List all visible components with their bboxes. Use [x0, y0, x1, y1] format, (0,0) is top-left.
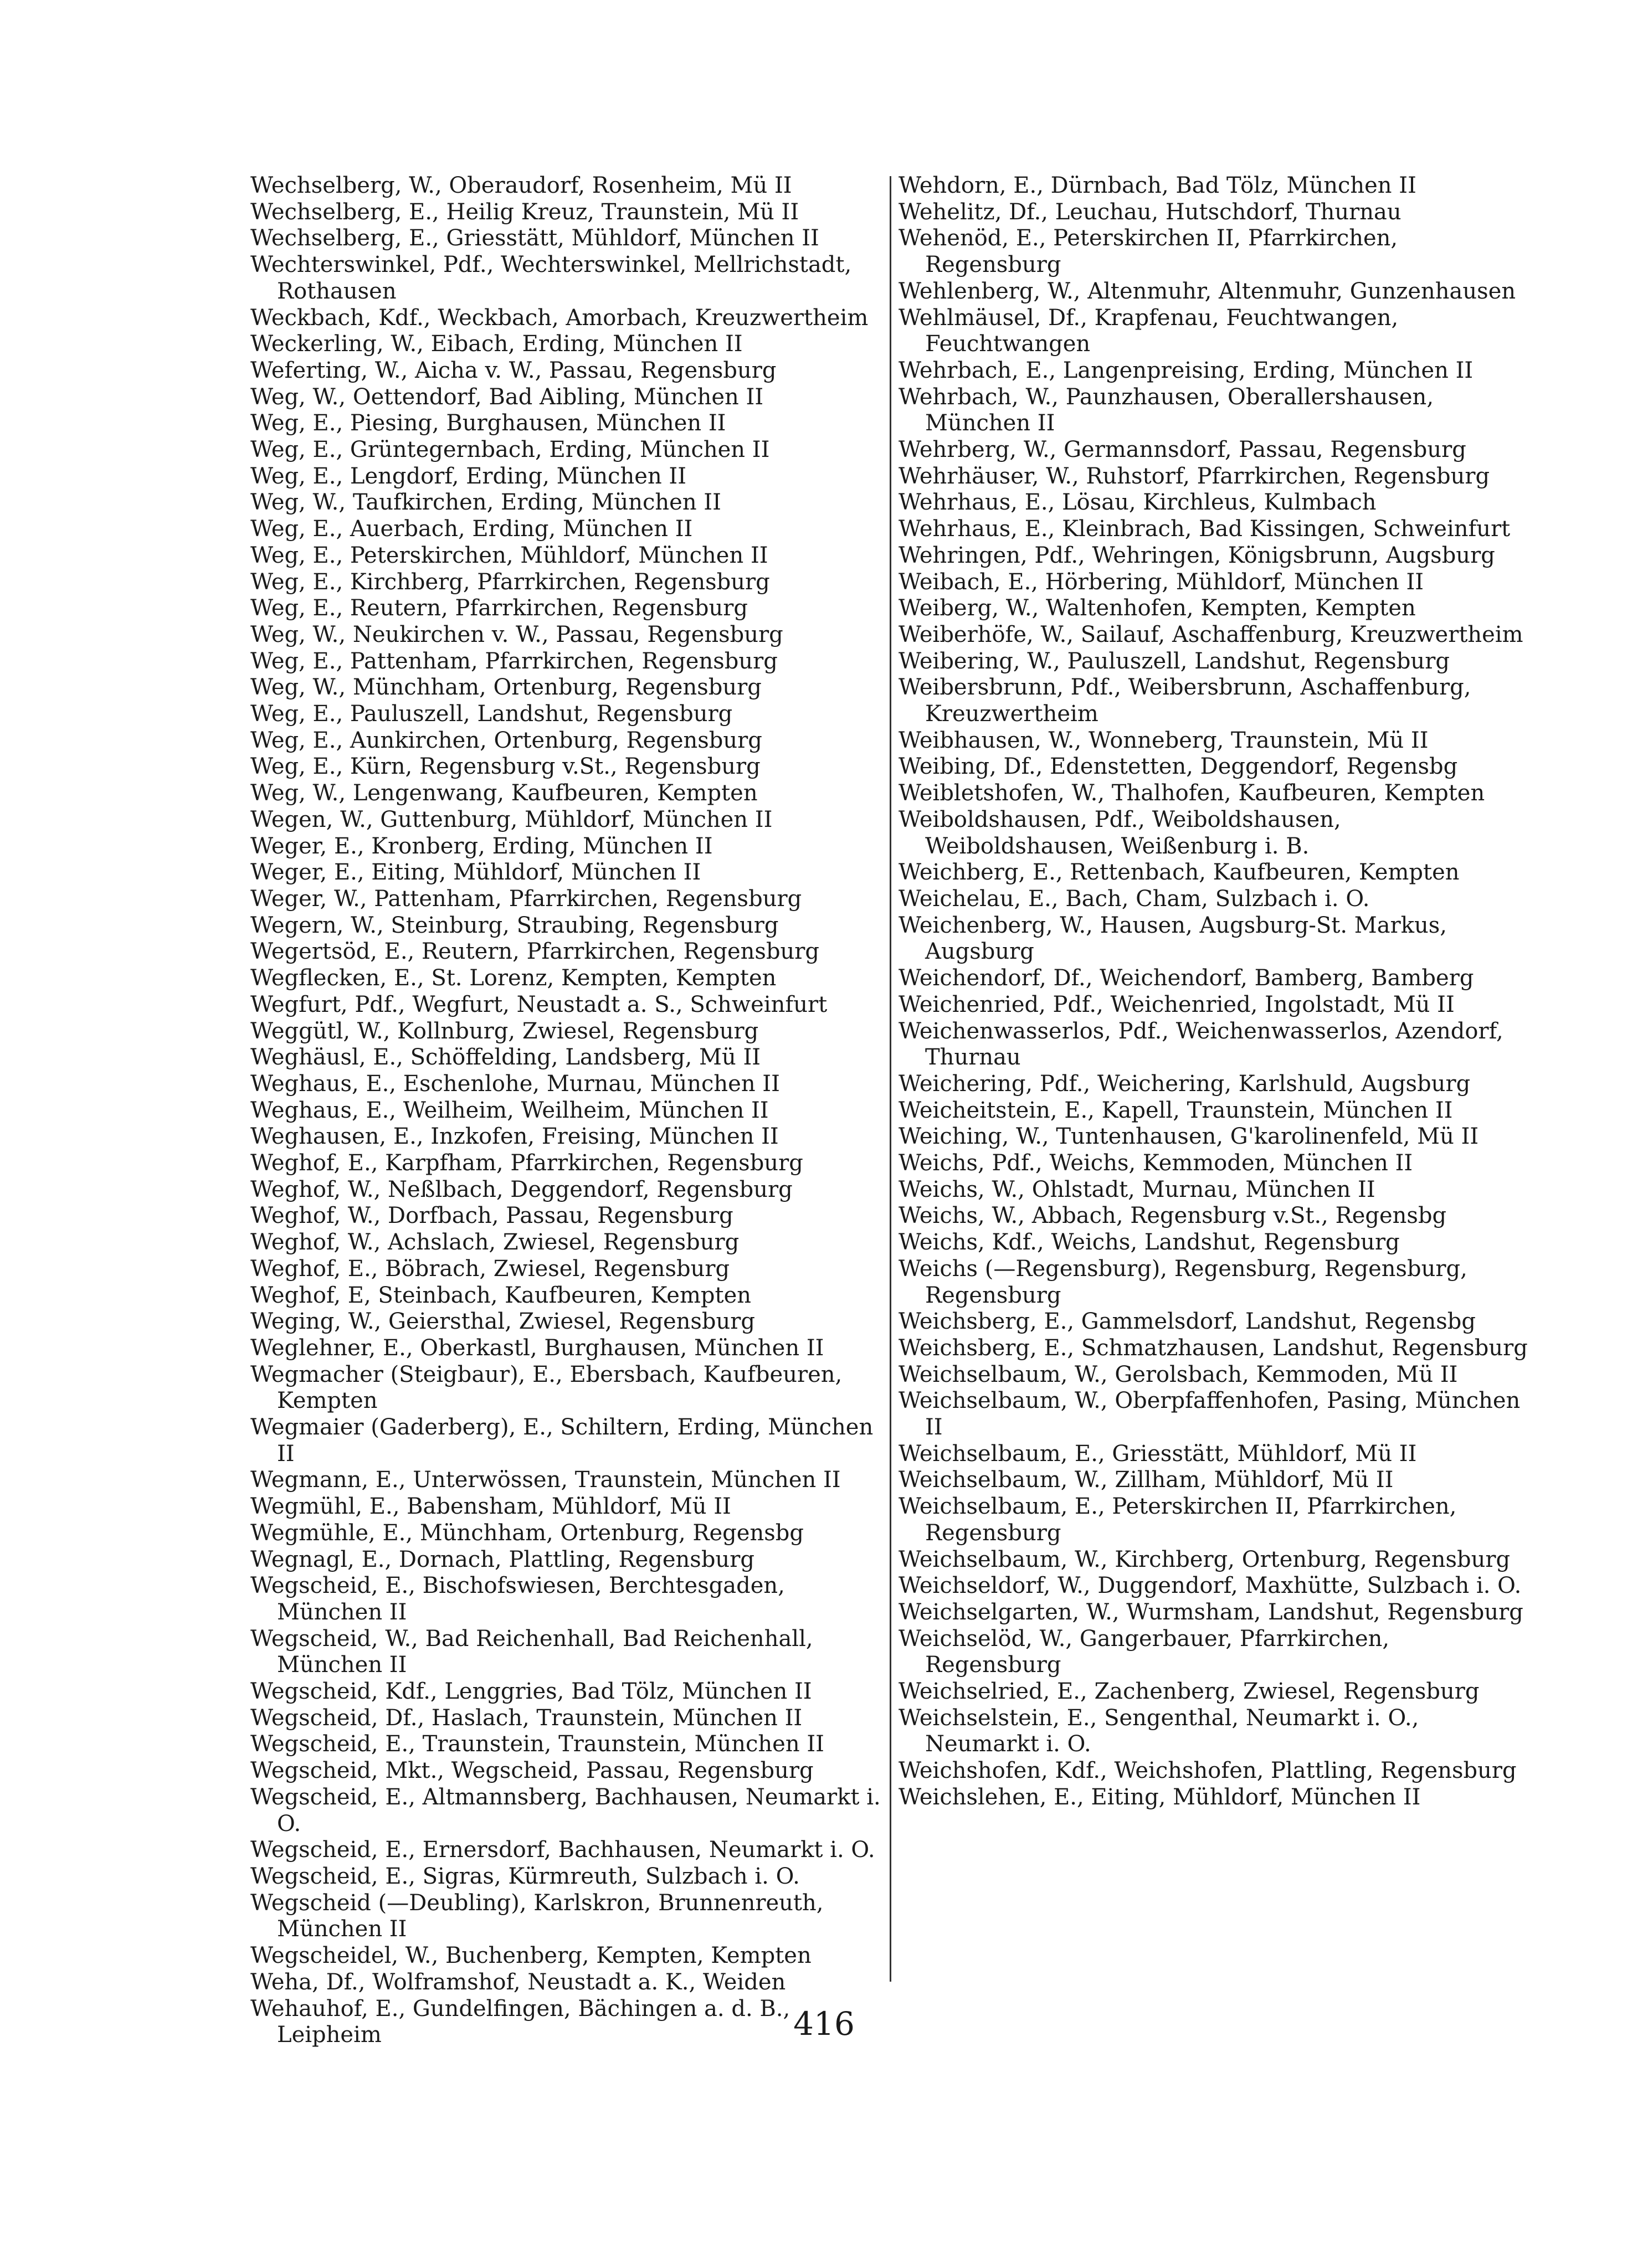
gazetteer-entry: Weggütl, W., Kollnburg, Zwiesel, Regensburg [250, 1018, 759, 1044]
gazetteer-entry: Wegertsöd, E., Reutern, Pfarrkirchen, Regensburg [250, 939, 820, 965]
page-number: 416 [793, 2005, 855, 2043]
gazetteer-entry: Wechselberg, E., Griesstätt, Mühldorf, München II [250, 225, 819, 251]
gazetteer-entry: Wegfurt, Pdf., Wegfurt, Neustadt a. S., Schweinfurt [250, 991, 828, 1017]
gazetteer-entry: Wechselberg, E., Heilig Kreuz, Traunstein, Mü II [250, 199, 799, 225]
gazetteer-entry: Weichs, Pdf., Weichs, Kemmoden, München II [899, 1150, 1413, 1176]
column-divider [890, 176, 891, 1982]
gazetteer-entry: Wechselberg, W., Oberaudorf, Rosenheim, Mü II [250, 173, 792, 198]
gazetteer-entry: Weichering, Pdf., Weichering, Karlshuld, Augsburg [899, 1071, 1471, 1097]
gazetteer-entry: Wegscheid, Df., Haslach, Traunstein, München II [250, 1705, 803, 1731]
gazetteer-entry: Weghof, E., Böbrach, Zwiesel, Regensburg [250, 1256, 730, 1282]
gazetteer-entry: Weg, W., Neukirchen v. W., Passau, Regensburg [250, 621, 783, 647]
gazetteer-entry: Wehenöd, E., Peterskirchen II, Pfarrkirchen, Regensburg [899, 225, 1398, 278]
gazetteer-entry: Wehrhaus, E., Lösau, Kirchleus, Kulmbach [899, 490, 1377, 516]
gazetteer-entry: Wehlmäusel, Df., Krapfenau, Feuchtwangen, Feuchtwangen [899, 305, 1399, 357]
gazetteer-entry: Weging, W., Geiersthal, Zwiesel, Regensburg [250, 1309, 755, 1335]
gazetteer-entry: Wegflecken, E., St. Lorenz, Kempten, Kempten [250, 965, 777, 991]
gazetteer-entry: Weglehner, E., Oberkastl, Burghausen, München II [250, 1335, 824, 1361]
gazetteer-entry: Weichsberg, E., Gammelsdorf, Landshut, Regensbg [899, 1309, 1476, 1335]
gazetteer-entry: Wehrberg, W., Germannsdorf, Passau, Regensburg [899, 437, 1466, 463]
gazetteer-entry: Weibach, E., Hörbering, Mühldorf, München II [899, 569, 1424, 595]
gazetteer-entry: Weg, E., Kürn, Regensburg v.St., Regensburg [250, 754, 761, 780]
gazetteer-entry: Wegscheid, E., Bischofswiesen, Berchtesgaden, München II [250, 1573, 785, 1625]
gazetteer-entry: Weibing, Df., Edenstetten, Deggendorf, Regensbg [899, 754, 1458, 780]
gazetteer-entry: Weiching, W., Tuntenhausen, G'karolinenfeld, Mü II [899, 1124, 1479, 1150]
gazetteer-entry: Weichselbaum, W., Gerolsbach, Kemmoden, Mü II [899, 1361, 1458, 1387]
gazetteer-entry: Weichselbaum, W., Zillham, Mühldorf, Mü II [899, 1467, 1394, 1493]
gazetteer-entry: Wegscheid, Mkt., Wegscheid, Passau, Regensburg [250, 1758, 814, 1784]
gazetteer-entry: Wegmühl, E., Babensham, Mühldorf, Mü II [250, 1494, 731, 1520]
gazetteer-entry: Weichs, Kdf., Weichs, Landshut, Regensburg [899, 1230, 1400, 1256]
gazetteer-entry: Weferting, W., Aicha v. W., Passau, Regensburg [250, 357, 777, 383]
gazetteer-entry: Wegscheid, E., Traunstein, Traunstein, München II [250, 1731, 824, 1757]
gazetteer-entry: Wegmacher (Steigbaur), E., Ebersbach, Kaufbeuren, Kempten [250, 1361, 843, 1414]
gazetteer-entry: Wehrbach, W., Paunzhausen, Oberallershausen, München II [899, 384, 1434, 436]
gazetteer-entry: Weg, E., Aunkirchen, Ortenburg, Regensburg [250, 727, 762, 753]
gazetteer-entry: Weg, E., Lengdorf, Erding, München II [250, 463, 687, 489]
gazetteer-entry: Wehlenberg, W., Altenmuhr, Altenmuhr, Gunzenhausen [899, 278, 1516, 304]
gazetteer-entry: Wegmaier (Gaderberg), E., Schiltern, Erding, München II [250, 1415, 874, 1467]
gazetteer-entry: Weger, E., Eiting, Mühldorf, München II [250, 860, 701, 886]
right-column [899, 173, 1530, 1811]
gazetteer-entry: Weichberg, E., Rettenbach, Kaufbeuren, Kempten [899, 860, 1460, 886]
gazetteer-entry: Weghof, W., Neßlbach, Deggendorf, Regensburg [250, 1176, 793, 1202]
gazetteer-entry: Weg, E., Pattenham, Pfarrkirchen, Regensburg [250, 648, 778, 674]
gazetteer-entry: Weibletshofen, W., Thalhofen, Kaufbeuren, Kempten [899, 780, 1485, 806]
gazetteer-entry: Weichelau, E., Bach, Cham, Sulzbach i. O. [899, 886, 1370, 912]
gazetteer-entry: Wegscheidel, W., Buchenberg, Kempten, Kempten [250, 1943, 812, 1969]
gazetteer-entry: Weg, W., Taufkirchen, Erding, München II [250, 490, 721, 516]
gazetteer-entry: Wegscheid, E., Sigras, Kürmreuth, Sulzbach i. O. [250, 1864, 800, 1889]
left-column [250, 173, 882, 2049]
gazetteer-entry: Wechterswinkel, Pdf., Wechterswinkel, Mellrichstadt, Rothausen [250, 252, 852, 304]
gazetteer-entry: Weichs (—Regensburg), Regensburg, Regensburg, Regensburg [899, 1256, 1467, 1308]
gazetteer-entry: Wehrhaus, E., Kleinbrach, Bad Kissingen, Schweinfurt [899, 516, 1511, 542]
gazetteer-entry: Weg, W., Oettendorf, Bad Aibling, München II [250, 384, 764, 410]
gazetteer-entry: Weichselbaum, W., Kirchberg, Ortenburg, Regensburg [899, 1546, 1511, 1572]
gazetteer-entry: Weghof, W., Dorfbach, Passau, Regensburg [250, 1203, 733, 1229]
gazetteer-entry: Wegnagl, E., Dornach, Plattling, Regensburg [250, 1546, 754, 1572]
gazetteer-entry: Weger, W., Pattenham, Pfarrkirchen, Regensburg [250, 886, 802, 912]
gazetteer-entry: Weichselried, E., Zachenberg, Zwiesel, Regensburg [899, 1679, 1480, 1705]
gazetteer-entry: Wehrbach, E., Langenpreising, Erding, München II [899, 357, 1474, 383]
gazetteer-entry: Weiberg, W., Waltenhofen, Kempten, Kempten [899, 595, 1416, 621]
gazetteer-entry: Weichshofen, Kdf., Weichshofen, Plattling, Regensburg [899, 1758, 1517, 1784]
gazetteer-entry: Weichselbaum, W., Oberpfaffenhofen, Pasing, München II [899, 1388, 1521, 1441]
gazetteer-entry: Wehrhäuser, W., Ruhstorf, Pfarrkirchen, Regensburg [899, 463, 1490, 489]
gazetteer-entry: Wehelitz, Df., Leuchau, Hutschdorf, Thurnau [899, 199, 1401, 225]
gazetteer-entry: Wegern, W., Steinburg, Straubing, Regensburg [250, 912, 779, 938]
gazetteer-entry: Wegscheid, Kdf., Lenggries, Bad Tölz, München II [250, 1679, 812, 1705]
gazetteer-entry: Weckerling, W., Eibach, Erding, München II [250, 331, 743, 357]
gazetteer-entry: Weibersbrunn, Pdf., Weibersbrunn, Aschaffenburg, Kreuzwertheim [899, 675, 1471, 727]
gazetteer-entry: Weicheitstein, E., Kapell, Traunstein, München II [899, 1097, 1453, 1123]
gazetteer-entry: Wegmann, E., Unterwössen, Traunstein, München II [250, 1467, 841, 1493]
gazetteer-entry: Weghäusl, E., Schöffelding, Landsberg, Mü II [250, 1045, 761, 1071]
gazetteer-entry: Wegen, W., Guttenburg, Mühldorf, München II [250, 806, 773, 832]
gazetteer-entry: Weghof, E., Karpfham, Pfarrkirchen, Regensburg [250, 1150, 803, 1176]
gazetteer-entry: Weg, E., Auerbach, Erding, München II [250, 516, 693, 542]
gazetteer-entry: Weichseldorf, W., Duggendorf, Maxhütte, Sulzbach i. O. [899, 1573, 1522, 1599]
gazetteer-entry: Weichenried, Pdf., Weichenried, Ingolstadt, Mü II [899, 991, 1455, 1017]
gazetteer-entry: Weichselstein, E., Sengenthal, Neumarkt i. O., Neumarkt i. O. [899, 1705, 1419, 1757]
gazetteer-entry: Weg, E., Grüntegernbach, Erding, München II [250, 437, 770, 463]
gazetteer-entry: Wegscheid, W., Bad Reichenhall, Bad Reichenhall, München II [250, 1626, 813, 1678]
gazetteer-entry: Weichselbaum, E., Peterskirchen II, Pfarrkirchen, Regensburg [899, 1494, 1457, 1546]
gazetteer-entry: Weibering, W., Pauluszell, Landshut, Regensburg [899, 648, 1450, 674]
gazetteer-entry: Weg, E., Peterskirchen, Mühldorf, München II [250, 542, 768, 568]
gazetteer-entry: Weger, E., Kronberg, Erding, München II [250, 833, 713, 859]
gazetteer-entry: Weichselgarten, W., Wurmsham, Landshut, Regensburg [899, 1599, 1523, 1625]
gazetteer-entry: Weghof, W., Achslach, Zwiesel, Regensburg [250, 1230, 740, 1256]
gazetteer-entry: Weiberhöfe, W., Sailauf, Aschaffenburg, Kreuzwertheim [899, 621, 1523, 647]
gazetteer-entry: Weghaus, E., Eschenlohe, Murnau, München II [250, 1071, 780, 1097]
gazetteer-entry: Weibhausen, W., Wonneberg, Traunstein, Mü II [899, 727, 1429, 753]
gazetteer-entry: Weichslehen, E., Eiting, Mühldorf, München II [899, 1784, 1421, 1810]
gazetteer-entry: Wehringen, Pdf., Wehringen, Königsbrunn, Augsburg [899, 542, 1495, 568]
gazetteer-entry: Weichenberg, W., Hausen, Augsburg-St. Markus, Augsburg [899, 912, 1447, 965]
gazetteer-entry: Weg, E., Pauluszell, Landshut, Regensburg [250, 701, 733, 727]
gazetteer-entry: Weghaus, E., Weilheim, Weilheim, München II [250, 1097, 769, 1123]
gazetteer-entry: Weichenwasserlos, Pdf., Weichenwasserlos, Azendorf, Thurnau [899, 1018, 1503, 1071]
gazetteer-entry: Wegscheid, E., Ernersdorf, Bachhausen, Neumarkt i. O. [250, 1837, 875, 1863]
gazetteer-entry: Weichselöd, W., Gangerbauer, Pfarrkirchen, Regensburg [899, 1626, 1390, 1678]
gazetteer-entry: Weichselbaum, E., Griesstätt, Mühldorf, Mü II [899, 1441, 1417, 1467]
gazetteer-entry: Weichs, W., Ohlstadt, Murnau, München II [899, 1176, 1375, 1202]
gazetteer-entry: Weg, E., Piesing, Burghausen, München II [250, 410, 726, 436]
gazetteer-entry: Wegscheid, E., Altmannsberg, Bachhausen, Neumarkt i. O. [250, 1784, 881, 1837]
gazetteer-entry: Wehdorn, E., Dürnbach, Bad Tölz, München II [899, 173, 1416, 198]
gazetteer-entry: Weiboldshausen, Pdf., Weiboldshausen, Weiboldshausen, Weißenburg i. B. [899, 806, 1341, 859]
gazetteer-entry: Weichs, W., Abbach, Regensburg v.St., Regensbg [899, 1203, 1447, 1229]
gazetteer-entry: Wegscheid (—Deubling), Karlskron, Brunnenreuth, München II [250, 1890, 824, 1942]
gazetteer-entry: Weichsberg, E., Schmatzhausen, Landshut, Regensburg [899, 1335, 1528, 1361]
gazetteer-entry: Weg, W., Lengenwang, Kaufbeuren, Kempten [250, 780, 758, 806]
gazetteer-entry: Weg, E., Reutern, Pfarrkirchen, Regensburg [250, 595, 748, 621]
gazetteer-entry: Weg, W., Münchham, Ortenburg, Regensburg [250, 675, 762, 701]
gazetteer-entry: Weckbach, Kdf., Weckbach, Amorbach, Kreuzwertheim [250, 305, 869, 331]
gazetteer-entry: Wehauhof, E., Gundelfingen, Bächingen a. d. B., Leipheim [250, 1996, 790, 2048]
gazetteer-entry: Wegmühle, E., Münchham, Ortenburg, Regensbg [250, 1520, 804, 1546]
gazetteer-entry: Weg, E., Kirchberg, Pfarrkirchen, Regensburg [250, 569, 770, 595]
gazetteer-entry: Weghof, E, Steinbach, Kaufbeuren, Kempten [250, 1282, 752, 1308]
gazetteer-entry: Weghausen, E., Inzkofen, Freising, München II [250, 1124, 779, 1150]
gazetteer-entry: Weichendorf, Df., Weichendorf, Bamberg, Bamberg [899, 965, 1474, 991]
gazetteer-entry: Weha, Df., Wolframshof, Neustadt a. K., Weiden [250, 1969, 786, 1995]
